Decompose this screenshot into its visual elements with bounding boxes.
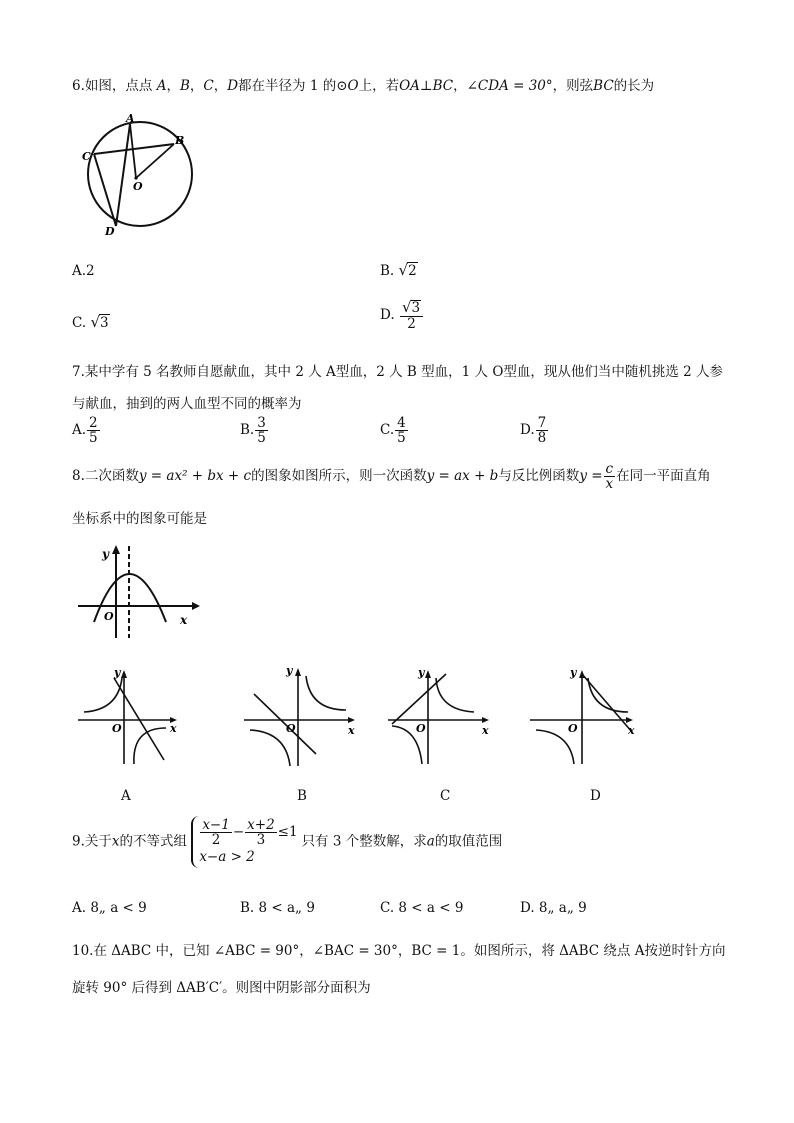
q8-fig-origin: O (104, 610, 114, 623)
q7-line1: 7.某中学有 5 名教师自愿献血，其中 2 人 A型血，2 人 B 型血，1 人 O型血，现从他们当中随机挑选 2 人参 (72, 364, 724, 380)
q7-option-d-frac (536, 416, 549, 445)
q6-option-b-radicand: 2 (408, 263, 417, 279)
q6-point-b: B (179, 78, 190, 94)
q9-frac-2-den: 3 (256, 832, 266, 849)
q7-option-d[interactable] (520, 416, 549, 445)
q6-stem: 6.如图，点点 A，B，C，D都在半径为 1 的⊙O上，若OA⊥BC，∠CDA = 30°，则弦BC的长为 (72, 78, 655, 94)
q6-text-e: 的长为 (613, 78, 655, 94)
q9-frac-1 (200, 818, 232, 847)
sqrt-icon: √ (401, 298, 412, 316)
q6-circle-figure (74, 108, 204, 240)
q6-cond-angle: ∠CDA = 30° (466, 78, 553, 94)
q7-option-a-den: 5 (89, 430, 98, 447)
q9-frac-2 (245, 818, 277, 847)
q8-graph-b-origin: O (286, 722, 296, 735)
q9-option-b[interactable]: B. 8 < a„ 9 (240, 900, 315, 916)
q9-middle: 的不等式组 (119, 833, 188, 850)
q6-option-b[interactable] (380, 261, 418, 279)
q7-option-a-label: A. (72, 422, 87, 439)
q7-option-c-label: C. (380, 422, 395, 439)
q6-option-b-label: B. (380, 263, 395, 279)
q7-option-a-num: 2 (89, 415, 98, 431)
q8-linear: y = ax + b (426, 468, 499, 485)
q8-graph-b-axis-y: y (286, 664, 293, 677)
q6-fig-label-c: C (82, 150, 91, 163)
q7-option-a-frac (87, 416, 100, 445)
q9-prefix: 9.关于 (72, 833, 112, 850)
q8-text-b: 的图象如图所示，则一次函数 (251, 468, 427, 485)
q10-line1: 10.在 ΔABC 中，已知 ∠ABC = 90°，∠BAC = 30°，BC = 1。如图所示，将 ΔABC 绕点 A按逆时针方向 (72, 943, 726, 959)
q9-option-d[interactable]: D. 8„ a„ 9 (520, 900, 587, 916)
q7-option-d-label: D. (520, 422, 535, 439)
q9-stem (72, 816, 502, 868)
q9-frac-2-num: x+2 (247, 817, 275, 833)
q8-graph-d-axis-x: x (628, 724, 635, 737)
q7-option-c-num: 4 (397, 415, 406, 431)
q7-line2: 与献血，抽到的两人血型不同的概率为 (72, 396, 302, 412)
q6-option-a-label: A. (72, 263, 87, 279)
q8-fig-axis-y: y (102, 547, 109, 561)
q9-inequality-2-text: x−a > 2 (199, 849, 255, 866)
q6-cond-perp: OA⊥BC (399, 78, 454, 94)
q8-option-b-label[interactable]: B (297, 788, 307, 804)
q8-option-a-label[interactable]: A (121, 788, 131, 804)
q6-circle-o: O (347, 78, 359, 94)
q7-option-d-den: 8 (537, 430, 547, 447)
sqrt-icon: √ (398, 261, 409, 279)
q6-text-a: 如图，点 (84, 78, 139, 94)
q6-point-c: C (203, 78, 214, 94)
q6-fig-label-o: O (133, 180, 143, 193)
q9-relation: ≤1 (277, 824, 298, 841)
q7-option-c-frac (395, 416, 408, 445)
q8-graph-a-axis-y: y (114, 666, 121, 679)
q9-inequality-1 (199, 818, 297, 847)
q7-option-c-den: 5 (397, 430, 406, 447)
q8-line2: 坐标系中的图象可能是 (72, 511, 207, 527)
q8-parabola-figure (74, 540, 204, 640)
q8-quadratic: y = ax² + bx + c (138, 468, 252, 485)
q9-var: x (111, 833, 120, 850)
q6-option-d[interactable] (380, 300, 424, 331)
q8-graph-d-axis-y: y (570, 666, 577, 679)
q8-graph-c-axis-x: x (482, 724, 489, 737)
q6-fig-label-d: D (105, 225, 115, 238)
q8-inverse-y: y = (579, 468, 603, 485)
q7-option-c[interactable] (380, 416, 409, 445)
q6-option-a[interactable] (72, 263, 95, 279)
q8-graph-c[interactable] (384, 664, 496, 774)
q6-point-d: D (227, 78, 239, 94)
q8-text-a: 8.二次函数 (72, 468, 139, 485)
q8-graph-b-axis-x: x (348, 724, 355, 737)
q9-frac-1-num: x−1 (202, 817, 230, 833)
q7-option-b-num: 3 (257, 415, 266, 431)
q6-fig-label-b: B (175, 134, 185, 147)
q7-option-a[interactable] (72, 416, 101, 445)
q6-text-b: 都在半径为 1 的⊙ (238, 78, 348, 94)
q10-line2: 旋转 90° 后得到 ΔAB′C′。则图中阴影部分面积为 (72, 980, 371, 996)
q6-number: 6. (72, 78, 85, 94)
q8-graph-b[interactable] (240, 662, 362, 774)
q7-option-b[interactable] (240, 416, 269, 445)
q8-graph-d[interactable] (526, 664, 644, 774)
q8-option-c-label[interactable]: C (440, 788, 451, 804)
q7-option-b-frac (255, 416, 268, 445)
q9-minus: − (232, 824, 245, 841)
q9-inequality-2 (199, 849, 297, 866)
q8-text-d: 在同一平面直角 (616, 468, 711, 485)
q8-fig-axis-x: x (180, 613, 188, 627)
q6-point-a: A (156, 78, 167, 94)
q8-inverse-den: x (605, 476, 614, 493)
q7-option-b-label: B. (240, 422, 255, 439)
q6-option-c-radicand: 3 (100, 315, 109, 331)
q9-suffix-b: 的取值范围 (434, 833, 503, 850)
q6-fig-label-a: A (126, 112, 135, 125)
sqrt-icon: √ (90, 313, 100, 331)
q6-text-c: 上，若 (358, 78, 400, 94)
q8-option-d-label[interactable]: D (590, 788, 601, 804)
q8-inverse-frac (604, 462, 616, 491)
q9-inequality-system (191, 816, 301, 868)
q6-option-d-radicand: 3 (411, 300, 421, 316)
q7-option-d-num: 7 (537, 415, 547, 431)
q6-chord: BC (593, 78, 614, 94)
q7-option-b-den: 5 (257, 430, 266, 447)
q8-inverse-num: c (605, 461, 614, 477)
q8-graph-a-origin: O (112, 722, 122, 735)
q8-graph-c-axis-y: y (418, 666, 425, 679)
q8-text-c: 与反比例函数 (498, 468, 580, 485)
q9-frac-1-den: 2 (211, 832, 221, 849)
q9-option-c[interactable]: C. 8 < a < 9 (380, 900, 464, 916)
q6-option-c-label: C. (72, 315, 87, 331)
q9-suffix-a: 只有 3 个整数解，求 (301, 833, 427, 850)
q6-option-d-fraction (400, 300, 423, 331)
q8-graph-c-origin: O (416, 722, 426, 735)
q8-graph-a[interactable] (74, 664, 184, 774)
q9-param: a (426, 833, 435, 850)
q8-line1 (72, 462, 711, 491)
q6-option-c[interactable] (72, 313, 110, 331)
q9-option-a[interactable]: A. 8„ a < 9 (72, 900, 147, 916)
q6-option-d-label: D. (380, 306, 395, 323)
q8-graph-d-origin: O (568, 722, 578, 735)
q6-option-d-den: 2 (407, 315, 416, 332)
q6-option-a-value: 2 (86, 263, 95, 279)
q8-graph-a-axis-x: x (170, 722, 177, 735)
q6-text-d: ，则弦 (552, 78, 594, 94)
